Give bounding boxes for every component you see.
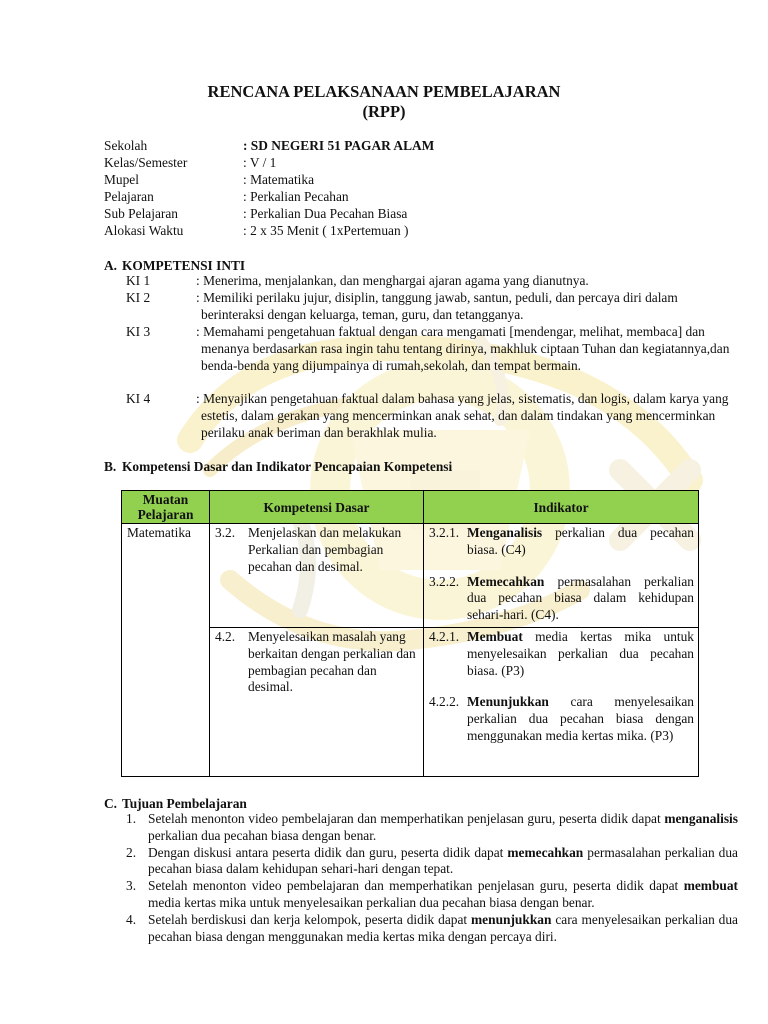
ki-label: KI 3: [126, 324, 151, 339]
objective-text: Setelah menonton video pembelajaran dan memperhatikan penjelasan guru, peserta didik dapat: [148, 811, 665, 826]
objective-text: Setelah menonton video pembelajaran dan memperhatikan penjelasan guru, peserta didik dapat: [148, 878, 684, 894]
document-title: RENCANA PELAKSANAAN PEMBELAJARAN: [207, 82, 561, 101]
identity-label: Kelas/Semester: [104, 155, 188, 170]
header-muatan: Muatan Pelajaran: [122, 491, 210, 524]
objective-text: cara menyelesaikan perkalian dua pecahan biasa dengan menggunakan media kertas mika dengan percaya diri.: [148, 911, 738, 944]
section-number: B.: [104, 459, 117, 474]
indicator-text: permasalahan perkalian dua pecahan biasa dalam kehidupan sehari-hari. (C4).: [467, 573, 694, 623]
indicator-number: 3.2.1.: [429, 525, 460, 540]
indicator-number: 4.2.1.: [429, 628, 460, 644]
list-item: [104, 912, 738, 946]
identity-value: : V / 1: [243, 155, 277, 170]
indicator-verb: Membuat: [467, 628, 523, 644]
ki-text: : Memiliki perilaku jujur, disiplin, tanggung jawab, santun, peduli, dan percaya diri dalam berinteraksi dengan keluarga, teman, guru, dan tetangganya.: [196, 290, 678, 322]
identity-label: Pelajaran: [104, 189, 154, 204]
identity-value: : 2 x 35 Menit ( 1xPertemuan ): [243, 223, 409, 238]
section-title: KOMPETENSI INTI: [122, 258, 246, 273]
kd-item: [215, 525, 419, 575]
ki-text: : Menerima, menjalankan, dan menghargai ajaran agama yang dianutnya.: [196, 273, 589, 288]
indicator-text: cara menyelesaikan perkalian dua pecahan biasa dengan menggunakan media kertas mika. (P3): [467, 694, 694, 743]
objective-text: permasalahan perkalian dua pecahan biasa dalam kehidupan sehari-hari dengan tepat.: [148, 844, 738, 877]
indicator-item: [429, 694, 694, 744]
table-header-row: [122, 491, 699, 524]
objective-text: perkalian dua pecahan biasa dengan benar.: [148, 827, 377, 843]
objective-keyword: menunjukkan: [471, 911, 552, 927]
indicator-verb: Menunjukkan: [467, 694, 549, 710]
indicator-item: [429, 574, 694, 624]
kd-text: Menyelesaikan masalah yang berkaitan dengan perkalian dan pembagian pecahan dan desimal.: [248, 628, 416, 695]
kd-indicator-table: [121, 490, 699, 777]
document-subtitle: (RPP): [362, 102, 406, 121]
ki-label: KI 1: [126, 273, 151, 288]
list-item: [104, 811, 738, 845]
kd-number: 4.2.: [215, 628, 236, 644]
list-number: 4.: [126, 911, 137, 927]
ki-item-1: [126, 273, 731, 290]
objective-text: media kertas mika untuk menyelesaikan perkalian dua pecahan biasa dengan benar.: [148, 894, 595, 910]
kd-cell: [210, 627, 424, 776]
header-indikator: Indikator: [424, 491, 699, 524]
indicator-number: 4.2.2.: [429, 694, 460, 710]
table-row: [122, 524, 699, 628]
section-title: Kompetensi Dasar dan Indikator Pencapaian Kompetensi: [122, 459, 453, 474]
section-number: C.: [104, 796, 118, 811]
header-kompetensi-dasar: Kompetensi Dasar: [210, 491, 424, 524]
kd-text: Menjelaskan dan melakukan Perkalian dan pembagian pecahan dan desimal.: [248, 525, 402, 574]
ki-label: KI 2: [126, 290, 151, 305]
indicator-number: 3.2.2.: [429, 573, 460, 589]
ki-text: : Menyajikan pengetahuan faktual dalam bahasa yang jelas, sistematis, dan logis, dalam karya yang estetis, dalam gerakan yang mencerminkan anak sehat, dan dalam tindakan yang mencerminkan perilaku anak beriman dan berakhlak mulia.: [196, 391, 729, 440]
kd-item: [215, 629, 419, 696]
identity-label: Sub Pelajaran: [104, 206, 179, 221]
indicator-cell: [424, 524, 699, 628]
list-number: 3.: [126, 878, 137, 894]
list-item: [104, 878, 738, 912]
ki-label: KI 4: [126, 391, 151, 406]
identity-value: : Perkalian Pecahan: [243, 189, 349, 204]
indicator-text: media kertas mika untuk menyelesaikan perkalian dua pecahan biasa. (P3): [467, 628, 694, 678]
kd-cell: [210, 524, 424, 628]
ki-item-2: [126, 290, 731, 324]
learning-objectives-list: [104, 811, 738, 945]
identity-value: : Matematika: [243, 172, 315, 187]
list-number: 1.: [126, 811, 137, 826]
ki-text: : Memahami pengetahuan faktual dengan cara mengamati [mendengar, melihat, membaca] dan menanya berdasarkan rasa ingin tahu tentang dirinya, makhluk ciptaan Tuhan dan kegiatannya,dan benda-benda yang dijumpainya di rumah,sekolah, dan tempat bermain.: [196, 324, 730, 373]
objective-text: Setelah berdiskusi dan kerja kelompok, peserta didik dapat: [148, 911, 472, 927]
identity-label: Alokasi Waktu: [104, 223, 184, 238]
subject-cell: Matematika: [122, 524, 210, 777]
objective-keyword: menganalisis: [664, 811, 738, 826]
ki-item-4: [126, 391, 731, 441]
list-number: 2.: [126, 844, 137, 860]
identity-label: Mupel: [104, 172, 139, 187]
indicator-item: [429, 525, 694, 559]
ki-item-3: [126, 324, 731, 374]
objective-text: Dengan diskusi antara peserta didik dan guru, peserta didik dapat: [148, 844, 508, 860]
indicator-cell: [424, 627, 699, 776]
kd-number: 3.2.: [215, 525, 236, 540]
indicator-verb: Memecahkan: [467, 573, 545, 589]
list-item: [104, 845, 738, 879]
objective-keyword: membuat: [683, 878, 738, 894]
section-title: Tujuan Pembelajaran: [122, 796, 247, 811]
section-number: A.: [104, 258, 118, 273]
indicator-verb: Menganalisis: [467, 525, 543, 540]
identity-label: Sekolah: [104, 138, 148, 153]
identity-value: : SD NEGERI 51 PAGAR ALAM: [243, 138, 435, 153]
indicator-item: [429, 629, 694, 679]
indicator-text: perkalian dua pecahan biasa. (C4): [467, 525, 694, 557]
identity-value: : Perkalian Dua Pecahan Biasa: [243, 206, 408, 221]
section-b-heading: [104, 459, 452, 476]
objective-keyword: memecahkan: [507, 844, 584, 860]
